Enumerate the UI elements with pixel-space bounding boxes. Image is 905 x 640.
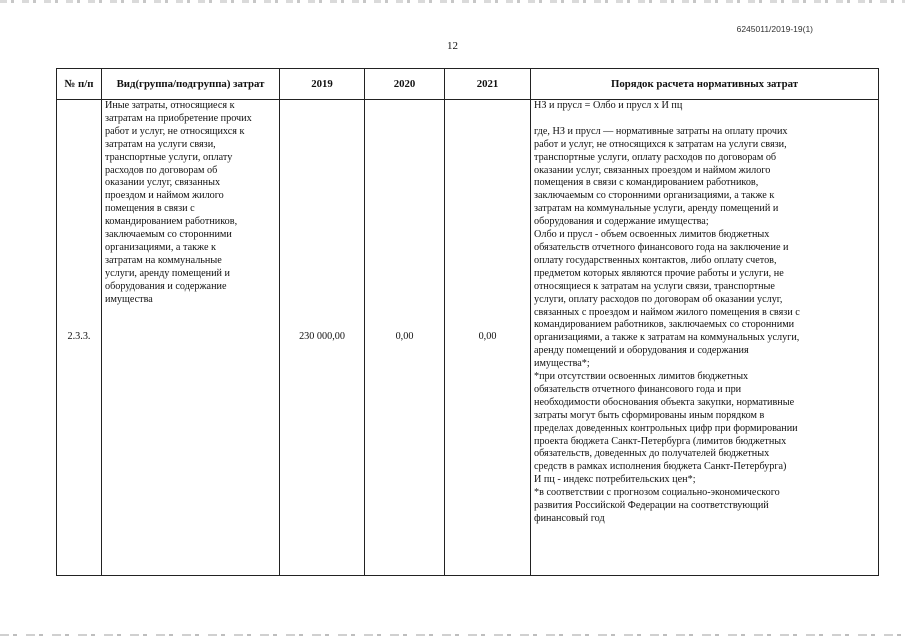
text-line: связанных с проездом и наймом жилого помещения в связи с [534, 306, 800, 318]
text-line: обязательств, доведенных до получателей бюджетных [534, 448, 770, 460]
text-line: имущества [105, 293, 153, 305]
text-line: командированием работников, заключаемых со сторонними [534, 319, 795, 331]
text-line: развития Российской Федерации на соответствующий [534, 500, 769, 512]
text-line: Иные затраты, относящиеся к [105, 100, 235, 111]
text-line: транспортные услуги, оплату расходов по договорам об [534, 151, 777, 163]
table-header-row [57, 69, 879, 100]
text-line: оказании услуг, связанных проездом и наймом жилого [534, 164, 771, 176]
text-line: расходов по договорам об [105, 164, 218, 176]
text-line: оборудования и содержание [105, 280, 227, 292]
page-number: 12 [447, 40, 458, 52]
calculation-method-text [531, 100, 879, 576]
text-line: затратам на коммунальные [105, 254, 222, 266]
text-line: обязательств отчетного финансового года на заключение и [534, 241, 789, 253]
header-year-2021: 2021 [445, 69, 531, 100]
header-cost-type: Вид(группа/подгруппа) затрат [102, 69, 280, 100]
text-line: заключаемым со сторонними организациями, а также к [534, 190, 775, 202]
text-line: помещения в связи с командированием работников, [534, 177, 759, 189]
table-row [57, 100, 879, 576]
text-line: организациями, а также к [105, 241, 216, 253]
cost-type-description [102, 100, 280, 576]
text-line: относящиеся к затратам на услуги связи, транспортные [534, 280, 775, 292]
text-line: заключаемым со сторонними [105, 229, 232, 241]
text-line: где, НЗ и прусл — нормативные затраты на оплату прочих [534, 125, 788, 137]
text-line: необходимости обоснования объекта закупки, нормативные [534, 396, 795, 408]
text-line: оборудования и содержание имущества; [534, 216, 709, 228]
text-line: проездом и наймом жилого [105, 190, 224, 202]
text-line [534, 113, 875, 126]
text-line: командированием работников, [105, 216, 238, 228]
text-line: имущества*; [534, 358, 590, 370]
value-2020: 0,00 [365, 100, 445, 576]
text-line: организациями, а также к затратам на коммунальных услуги, [534, 332, 800, 344]
header-year-2020: 2020 [365, 69, 445, 100]
value-2021: 0,00 [445, 100, 531, 576]
text-line: И пц - индекс потребительских цен*; [534, 474, 696, 486]
document-code: 6245011/2019-19(1) [736, 24, 813, 34]
text-line: проекта бюджета Санкт-Петербурга (лимитов бюджетных [534, 435, 787, 447]
text-line: Олбо и прусл - объем освоенных лимитов бюджетных [534, 229, 770, 241]
header-calculation-method: Порядок расчета нормативных затрат [531, 69, 879, 100]
text-line: НЗ и прусл = Олбо и прусл х И пц [534, 100, 683, 111]
text-line: услуги, оплату расходов по договорам об оказании услуг, [534, 293, 783, 305]
text-line: оказании услуг, связанных [105, 177, 221, 189]
text-line: финансовый год [534, 513, 605, 524]
text-line: аренду помещений и оборудования и содержания [534, 345, 749, 357]
text-line: транспортные услуги, оплату [105, 151, 233, 163]
header-year-2019: 2019 [280, 69, 365, 100]
text-line: *при отсутствии освоенных лимитов бюджетных [534, 371, 749, 383]
text-line: предметом которых являются прочие работы и услуги, не [534, 267, 784, 279]
cost-table [56, 68, 879, 576]
row-number: 2.3.3. [57, 100, 102, 576]
text-line: помещения в связи с [105, 203, 195, 215]
text-line: затраты могут быть сформированы иным порядком в [534, 409, 765, 421]
text-line: затратам на приобретение прочих [105, 112, 252, 124]
text-line: средств в рамках исполнения бюджета Санкт-Петербурга) [534, 461, 787, 473]
value-2019: 230 000,00 [280, 100, 365, 576]
text-line: *в соответствии с прогнозом социально-экономического [534, 487, 780, 499]
text-line: затратам на услуги связи, [105, 138, 216, 150]
text-line: затратам на коммунальные услуги, аренду помещений и [534, 203, 779, 215]
scan-edge-bottom [0, 634, 905, 636]
text-line: оплату государственных контактов, либо оплату счетов, [534, 254, 777, 266]
text-line: работ и услуг, не относящихся к затратам на услуги связи, [534, 138, 787, 150]
text-line: обязательств отчетного финансового года и при [534, 383, 742, 395]
header-number: № п/п [57, 69, 102, 100]
text-line: услуги, аренду помещений и [105, 267, 230, 279]
text-line: пределах доведенных контрольных цифр при формировании [534, 422, 798, 434]
text-line: работ и услуг, не относящихся к [105, 125, 245, 137]
scan-edge-top [0, 0, 905, 3]
